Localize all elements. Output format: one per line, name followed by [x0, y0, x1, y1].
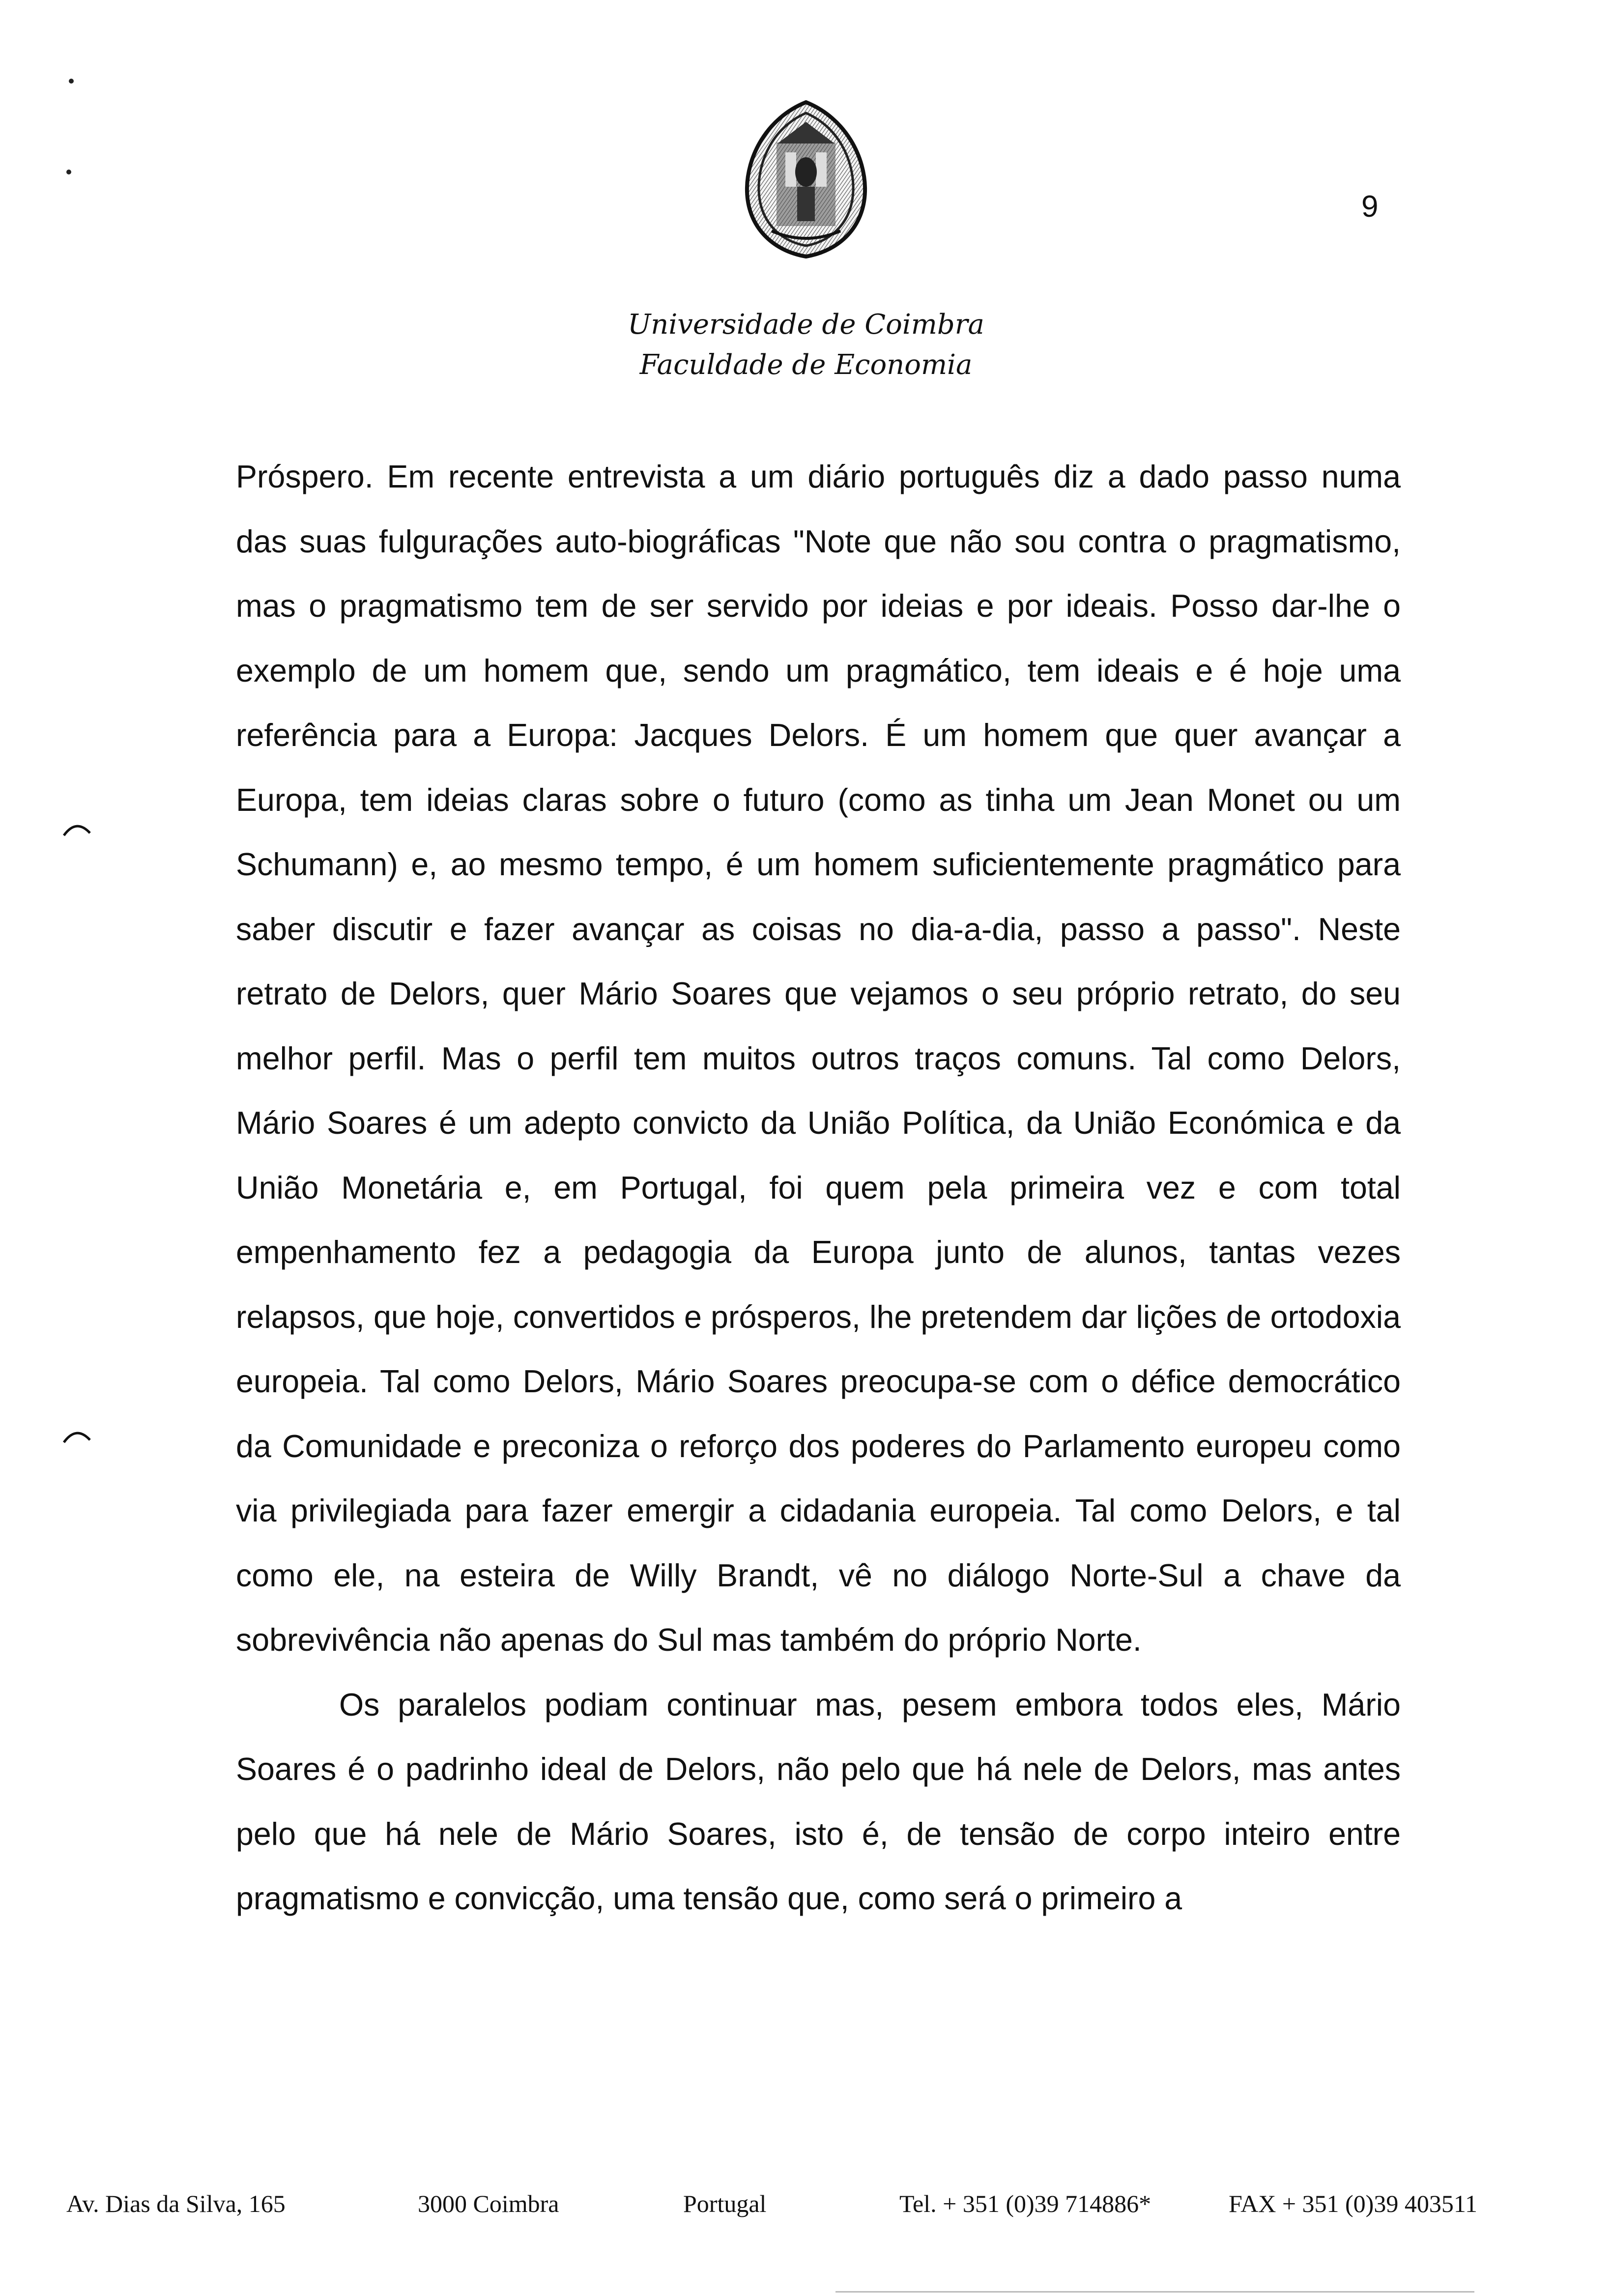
page-number: 9 [1361, 190, 1379, 224]
paragraph-1: Próspero. Em recente entrevista a um diário português diz a dado passo numa das suas fulgurações auto-biográficas "Note que não sou contra o pragmatismo, mas o pragmatismo tem de ser servido por ideias e por ideais. Posso dar-lhe o exemplo de um homem que, sendo um pragmático, tem ideais e é hoje uma referência para a Europa: Jacques Delors. É um homem que quer avançar a Europa, tem ideias claras sobre o futuro (como as tinha um Jean Monet ou um Schumann) e, ao mesmo tempo, é um homem suficientemente pragmático para saber discutir e fazer avançar as coisas no dia-a-dia, passo a passo". Neste retrato de Delors, quer Mário Soares que vejamos o seu próprio retrato, do seu melhor perfil. Mas o perfil tem muitos outros traços comuns. Tal como Delors, Mário Soares é um adepto convicto da União Política, da União Económica e da União Monetária e, em Portugal, foi quem pela primeira vez e com total empenhamento fez a pedagogia da Europa junto de alunos, tantas vezes relapsos, que hoje, convertidos e prósperos, lhe pretendem dar lições de ortodoxia europeia. Tal como Delors, Mário Soares preocupa-se com o défice democrático da Comunidade e preconiza o reforço dos poderes do Parlamento europeu como via privilegiada para fazer emergir a cidadania europeia. Tal como Delors, e tal como ele, na esteira de Willy Brandt, vê no diálogo Norte-Sul a chave da sobrevivência não apenas do Sul mas também do próprio Norte. [236, 459, 1401, 1658]
hole-punch-mark [61, 818, 91, 838]
hole-punch-mark [61, 1425, 91, 1445]
footer-fax: FAX + 351 (0)39 403511 [1229, 2190, 1477, 2217]
university-name: Universidade de Coimbra [628, 309, 984, 341]
body-text [236, 445, 1401, 1931]
footer-postal: 3000 Coimbra [418, 2190, 559, 2217]
footer [0, 2189, 1612, 2229]
letterhead [550, 305, 1062, 385]
footer-country: Portugal [683, 2190, 767, 2217]
footer-tel: Tel. + 351 (0)39 714886* [899, 2190, 1151, 2217]
paragraph-2: Os paralelos podiam continuar mas, pesem embora todos eles, Mário Soares é o padrinho ideal de Delors, não pelo que há nele de Delors, mas antes pelo que há nele de Mário Soares, isto é, de tensão de corpo inteiro entre pragmatismo e convicção, uma tensão que, como será o primeiro a [236, 1687, 1401, 1916]
footer-address: Av. Dias da Silva, 165 [66, 2190, 286, 2217]
bottom-rule [835, 2291, 1474, 2293]
university-seal-icon [742, 98, 870, 260]
scan-speck [69, 79, 74, 84]
scan-speck [66, 170, 71, 174]
faculty-name: Faculdade de Economia [639, 349, 973, 381]
